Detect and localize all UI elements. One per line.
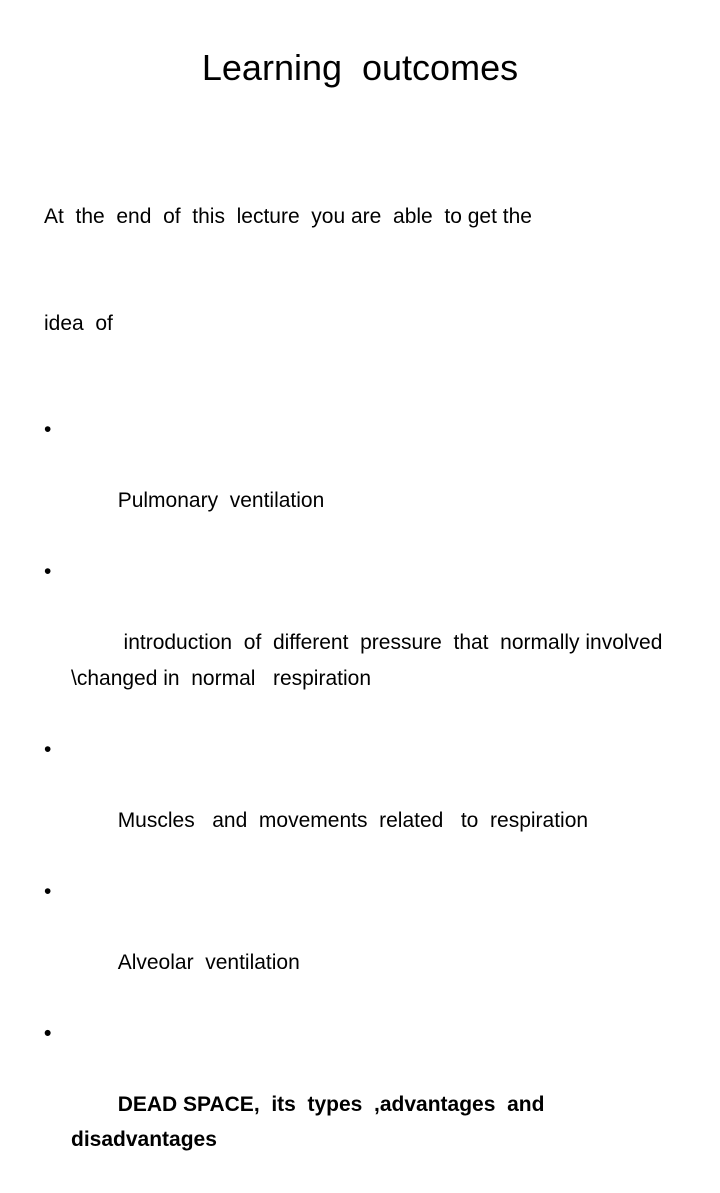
list-item-text: DEAD SPACE, its types ,advantages and disadvantages	[71, 1093, 550, 1152]
bullet-icon: •	[44, 1016, 51, 1052]
list-item-text: Muscles and movements related to respiration	[118, 809, 588, 832]
bullet-icon: •	[44, 874, 51, 910]
intro-text	[44, 128, 664, 412]
intro-line: idea of	[44, 306, 664, 342]
list-item-text: Pulmonary ventilation	[118, 489, 325, 512]
list-item	[44, 874, 664, 1016]
bullet-icon: •	[44, 732, 51, 768]
intro-line: At the end of this lecture you are able to get the	[44, 199, 664, 235]
slide-body	[44, 128, 664, 1193]
outcomes-list	[44, 412, 664, 1193]
list-item	[44, 1016, 664, 1193]
bullet-icon: •	[44, 554, 51, 590]
list-item	[44, 554, 664, 732]
list-item-text: introduction of different pressure that normally involved \changed in normal respiration	[71, 631, 668, 690]
slide	[0, 0, 720, 540]
list-item-text: Alveolar ventilation	[118, 951, 300, 974]
bullet-icon: •	[44, 412, 51, 448]
list-item	[44, 412, 664, 554]
slide-title: Learning outcomes	[0, 44, 720, 92]
list-item	[44, 732, 664, 874]
